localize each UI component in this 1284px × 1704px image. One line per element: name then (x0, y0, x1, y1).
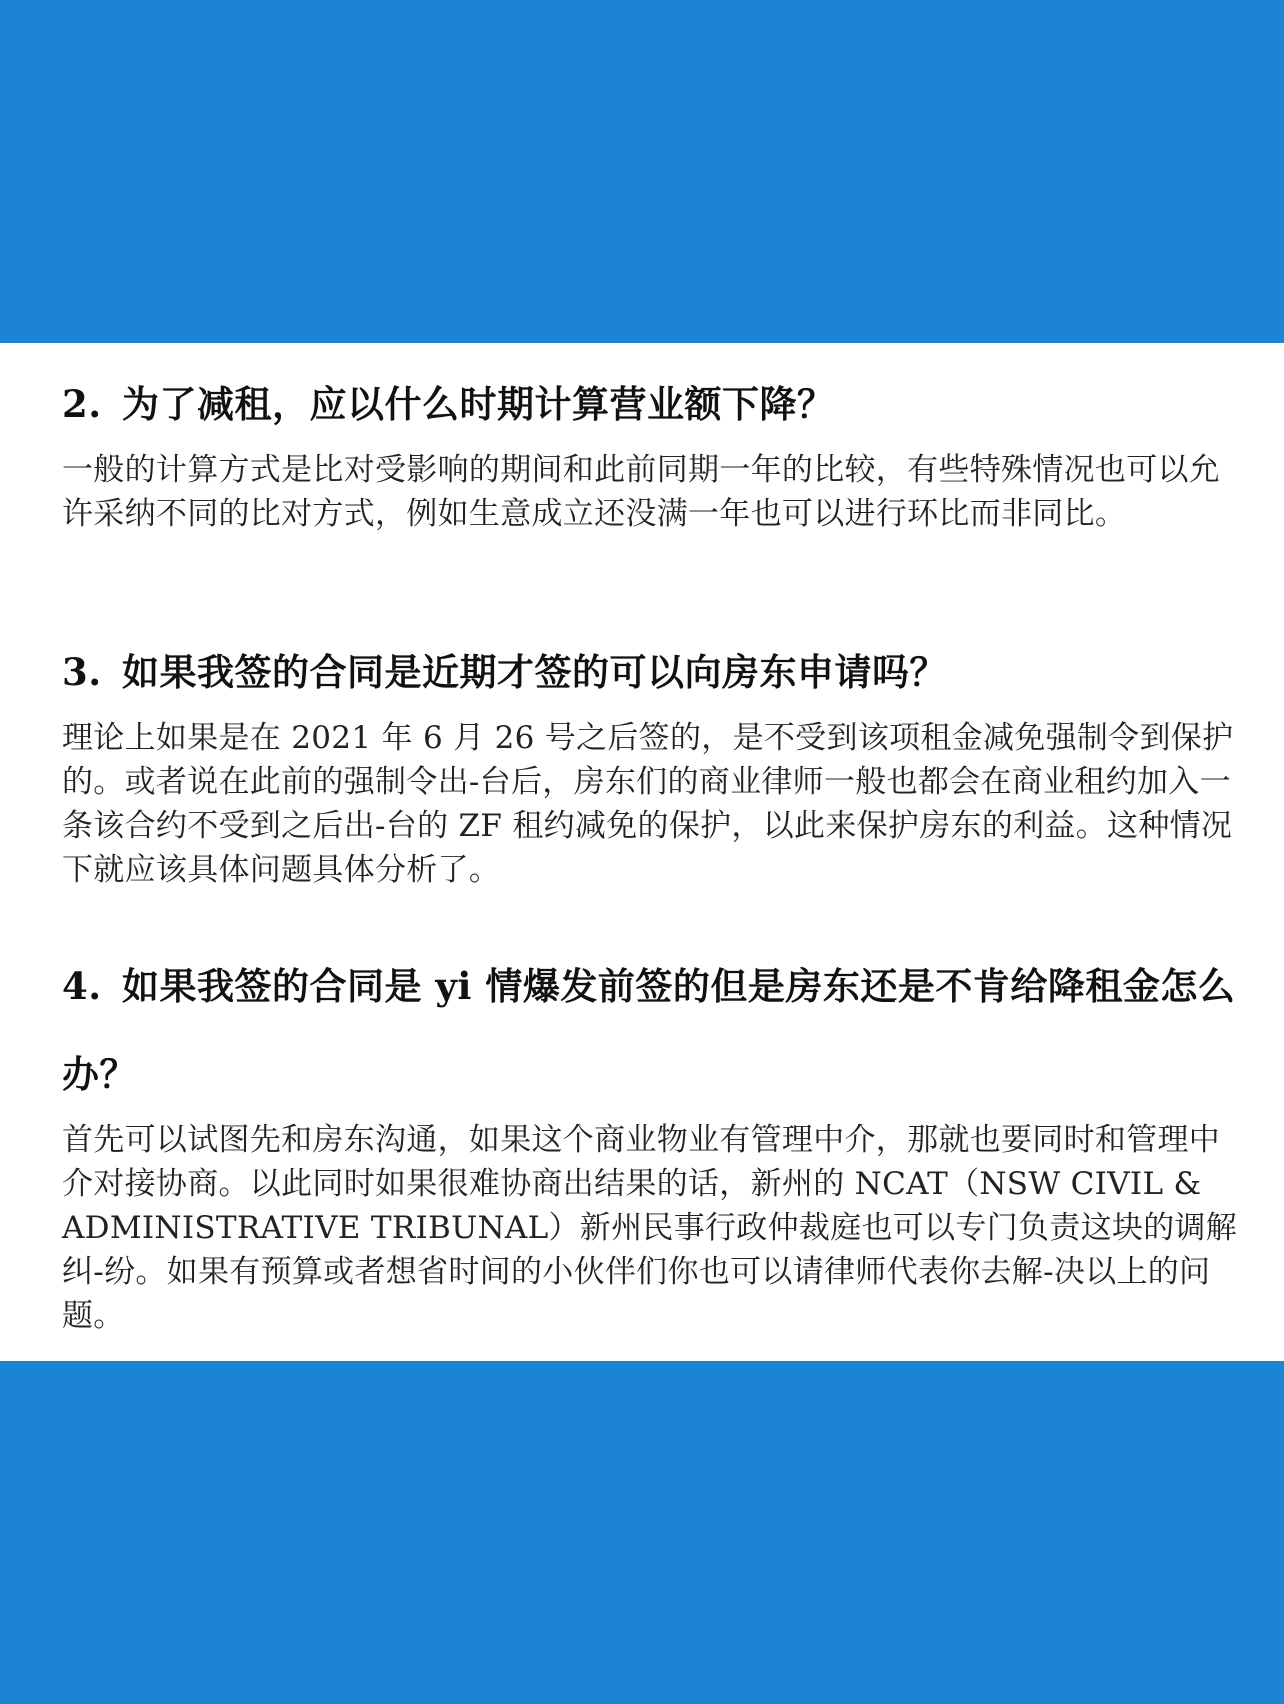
answer-text: 首先可以试图先和房东沟通，如果这个商业物业有管理中介，那就也要同时和管理中介对接协商。以此同时如果很难协商出结果的话，新州的 NCAT（NSW CIVIL & ADMINISTRATIVE TRIBUNAL）新州民事行政仲裁庭也可以专门负责这块的调解纠-纷。如果有预算或者想省时间的小伙伴们你也可以请律师代表你去解-决以上的问题。 (62, 1122, 1238, 1334)
bottom-blue-band (0, 1361, 1284, 1704)
qa-item-3 (62, 628, 1242, 892)
top-blue-band (0, 0, 1284, 343)
answer-text: 理论上如果是在 2021 年 6 月 26 号之后签的，是不受到该项租金减免强制令到保护的。或者说在此前的强制令出-台后，房东们的商业律师一般也都会在商业租约加入一条该合约不受到之后出-台的 ZF 租约减免的保护，以此来保护房东的利益。这种情况下就应该具体问题具体分析了。 (62, 720, 1234, 888)
question-number: 3. (62, 650, 102, 694)
question-heading (62, 942, 1242, 1118)
question-heading (62, 628, 1242, 716)
question-heading (62, 360, 1242, 448)
question-number: 2. (62, 382, 102, 426)
answer-text: 一般的计算方式是比对受影响的期间和此前同期一年的比较，有些特殊情况也可以允许采纳不同的比对方式，例如生意成立还没满一年也可以进行环比而非同比。 (62, 452, 1221, 532)
question-text: 如果我签的合同是 yi 情爆发前签的但是房东还是不肯给降租金怎么办？ (62, 964, 1236, 1096)
question-text: 如果我签的合同是近期才签的可以向房东申请吗？ (122, 650, 947, 694)
question-text: 为了减租，应以什么时期计算营业额下降？ (122, 382, 835, 426)
question-number: 4. (62, 964, 102, 1008)
qa-item-2 (62, 360, 1242, 536)
qa-item-4 (62, 942, 1242, 1338)
